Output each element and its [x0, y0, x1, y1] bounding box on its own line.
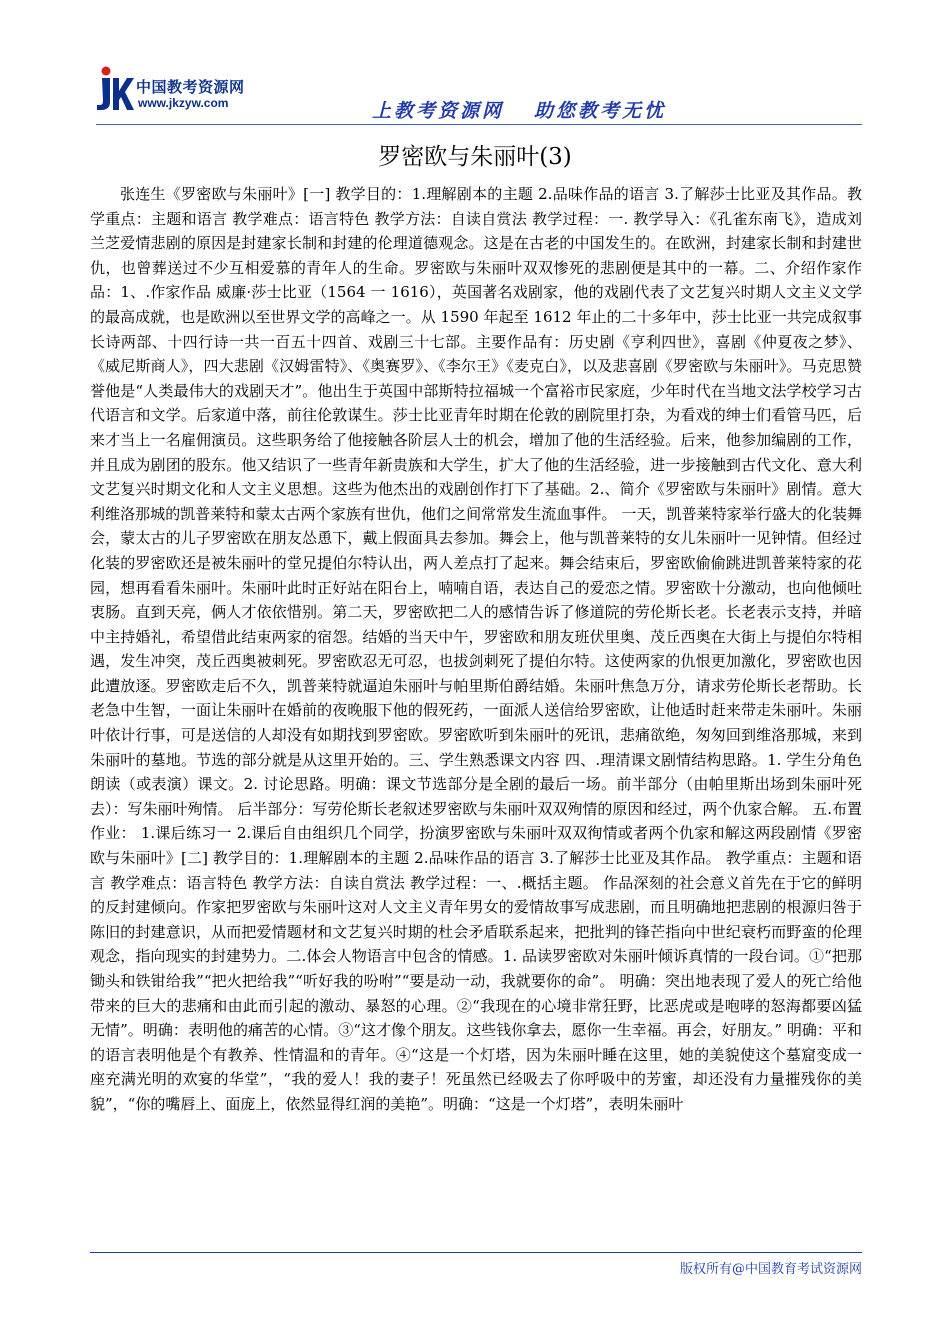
copyright-notice: 版权所有@中国教育考试资源网	[679, 1262, 862, 1277]
page-header	[0, 0, 950, 135]
slogan-right: 助您教考无忧	[534, 100, 667, 122]
site-logo[interactable]	[96, 64, 271, 114]
logo-url[interactable]: www.jkzyw.com	[138, 96, 229, 110]
header-divider	[96, 124, 862, 125]
header-slogan	[372, 96, 666, 123]
footer-divider	[90, 1252, 862, 1253]
slogan-left: 上教考资源网	[372, 100, 505, 122]
document-body: 张连生《罗密欧与朱丽叶》[一] 教学目的：1.理解剧本的主题 2.品味作品的语言 3.了解莎士比亚及其作品。教学重点：主题和语言 教学难点：语言特色 教学方法：自读自赏法 教学过程：一. 教学导入：《孔雀东南飞》，造成刘兰芝爱情悲剧的原因是封建家长制和封建的伦理道德观念。这是在古老的中国发生的。在欧洲，封建家长制和封建世仇，也曾葬送过不少互相爱慕的青年人的生命。罗密欧与朱丽叶双双惨死的悲剧便是其中的一幕。二、介绍作家作品：1、.作家作品 威廉·莎士比亚（1564 一 1616），英国著名戏剧家，他的戏剧代表了文艺复兴时期人文主义文学的最高成就，也是欧洲以至世界文学的高峰之一。从 1590 年起至 1612 年止的二十多年中，莎士比亚一共完成叙事长诗两部、十四行诗一共一百五十四首、戏剧三十七部。主要作品有：历史剧《亨利四世》，喜剧《仲夏夜之梦》、《威尼斯商人》，四大悲剧《汉姆雷特》、《奥赛罗》、《李尔王》《麦克白》，以及悲喜剧《罗密欧与朱丽叶》。马克思赞誉他是“人类最伟大的戏剧天才”。他出生于英国中部斯特拉福城一个富裕市民家庭，少年时代在当地文法学校学习古代语言和文学。后家道中落，前往伦敦谋生。莎士比亚青年时期在伦敦的剧院里打杂，为看戏的绅士们看管马匹，后来才当上一名雇佣演员。这些职务给了他接触各阶层人士的机会，增加了他的生活经验。后来，他参加编剧的工作，并且成为剧团的股东。他又结识了一些青年新贵族和大学生，扩大了他的生活经验，进一步接触到古代文化、意大利文艺复兴时期文化和人文主义思想。这些为他杰出的戏剧创作打下了基础。2.、简介《罗密欧与朱丽叶》剧情。意大利维洛那城的凯普莱特和蒙太古两个家族有世仇，他们之间常常发生流血事件。 一天，凯普莱特家举行盛大的化装舞会，蒙太古的儿子罗密欧在朋友怂恿下，戴上假面具去参加。舞会上，他与凯普莱特的女儿朱丽叶一见钟情。但经过化装的罗密欧还是被朱丽叶的堂兄提伯尔特认出，两人差点打了起来。舞会结束后，罗密欧偷偷跳进凯普莱特家的花园，想再看看朱丽叶。朱丽叶此时正好站在阳台上，喃喃自语，表达自己的爱恋之情。罗密欧十分激动，也向他倾吐衷肠。直到天亮，俩人才依依惜别。第二天，罗密欧把二人的感情告诉了修道院的劳伦斯长老。长老表示支持，并暗中主持婚礼，希望借此结束两家的宿怨。结婚的当天中午，罗密欧和朋友班伏里奥、茂丘西奥在大街上与提伯尔特相遇，发生冲突，茂丘西奥被刺死。罗密欧忍无可忍，也拔剑刺死了提伯尔特。这使两家的仇恨更加激化，罗密欧也因此遭放逐。罗密欧走后不久，凯普莱特就逼迫朱丽叶与帕里斯伯爵结婚。朱丽叶焦急万分，请求劳伦斯长老帮助。长老急中生智，一面让朱丽叶在婚前的夜晚服下他的假死药，一面派人送信给罗密欧，让他适时赶来带走朱丽叶。朱丽叶依计行事，可是送信的人却没有如期找到罗密欧。罗密欧听到朱丽叶的死讯，悲痛欲绝，匆匆回到维洛那城，来到朱丽叶的墓地。节选的部分就是从这里开始的。三、学生熟悉课文内容 四、.理清课文剧情结构思路。1. 学生分角色朗读（或表演）课文。2. 讨论思路。明确：课文节选部分是全剧的最后一场。前半部分（由帕里斯出场到朱丽叶死去）：写朱丽叶殉情。 后半部分：写劳伦斯长老叙述罗密欧与朱丽叶双双殉情的原因和经过，两个仇家合解。 五.布置作业： 1.课后练习一 2.课后自由组织几个同学，扮演罗密欧与朱丽叶双双徇情或者两个仇家和解这两段剧情《罗密欧与朱丽叶》[二] 教学目的：1.理解剧本的主题 2.品味作品的语言 3.了解莎士比亚及其作品。 教学重点：主题和语言 教学难点：语言特色 教学方法：自读自赏法 教学过程：一、.概括主题。 作品深刻的社会意义首先在于它的鲜明的反封建倾向。作家把罗密欧与朱丽叶这对人文主义青年男女的爱情故事写成悲剧，而且明确地把悲剧的根源归咎于陈旧的封建意识，从而把爱情题材和文艺复兴时期的杜会矛盾联系起来，把批判的锋芒指向中世纪衰朽而野蛮的伦理观念，指向现实的封建势力。二.体会人物语言中包含的情感。1. 品读罗密欧对朱丽叶倾诉真情的一段台词。①“把那锄头和铁钳给我”“把火把给我”“听好我的吩咐”“要是动一动，我就要你的命”。 明确：突出地表现了爱人的死亡给他带来的巨大的悲痛和由此而引起的激动、暴怒的心理。②“我现在的心境非常狂野，比恶虎或是咆哮的怒海都要凶猛无情”。明确：表明他的痛苦的心情。③“这才像个朋友。这些钱你拿去，愿你一生幸福。再会，好朋友。” 明确：平和的语言表明他是个有教养、性情温和的青年。④“这是一个灯塔，因为朱丽叶睡在这里，她的美貌使这个墓窟变成一座充满光明的欢宴的华堂”，“我的爱人！我的妻子！死虽然已经吸去了你呼吸中的芳蜜，却还没有力量摧残你的美貌”，“你的嘴唇上、面庞上，依然显得红润的美艳”。明确：“这是一个灯塔”，表明朱丽叶	[90, 185, 862, 1113]
jk-logo-icon	[96, 64, 134, 114]
logo-name: 中国教考资源网	[136, 78, 245, 96]
document-title: 罗密欧与朱丽叶(3)	[378, 144, 572, 170]
